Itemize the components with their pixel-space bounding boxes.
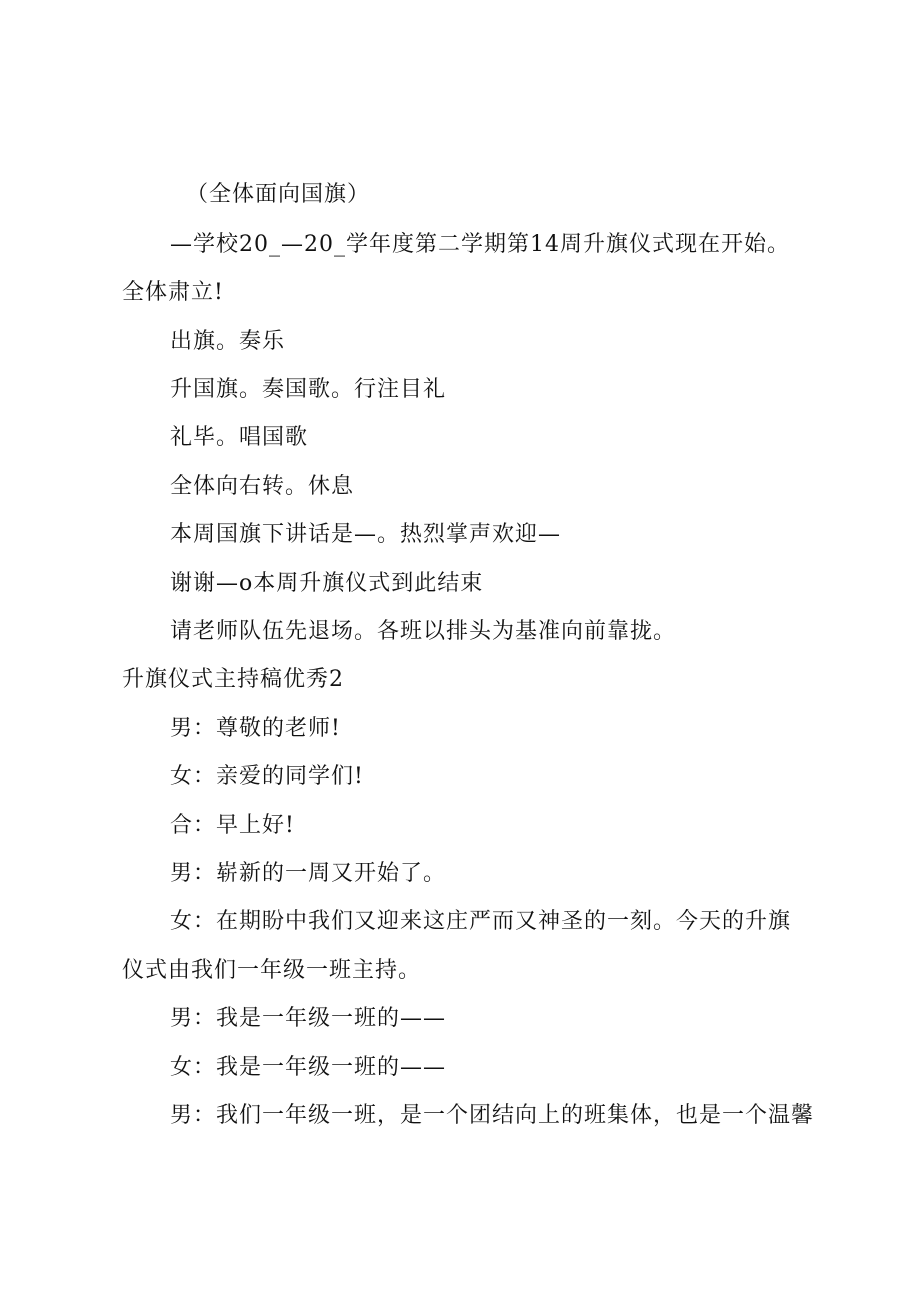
text-line-thanks: 谢谢—o本周升旗仪式到此结束 [170, 571, 484, 596]
dialogue-line: 男：我们一年级一班，是一个团结向上的班集体，也是一个温馨 [170, 1103, 815, 1128]
text-line-stand: 全体肃立! [122, 280, 224, 305]
dialogue-line: 女：在期盼中我们又迎来这庄严而又神圣的一刻。今天的升旗 [170, 909, 792, 934]
dialogue-line-continued: 仪式由我们一年级一班主持。 [122, 958, 422, 983]
text-line-raise-flag: 升国旗。奏国歌。行注目礼 [170, 377, 447, 402]
dialogue-line: 男：我是一年级一班的—— [170, 1006, 447, 1031]
text-line-ceremony-start: —学校20_—20_学年度第二学期第14周升旗仪式现在开始。 [170, 232, 790, 257]
text-line-flag-out: 出旗。奏乐 [170, 329, 286, 354]
dialogue-line: 合：早上好! [170, 813, 295, 838]
text-line-stage-direction: （全体面向国旗） [186, 182, 371, 207]
dialogue-line: 女：亲爱的同学们! [170, 764, 364, 789]
dialogue-line: 女：我是一年级一班的—— [170, 1055, 447, 1080]
text-line-dismiss: 请老师队伍先退场。各班以排头为基准向前靠拢。 [170, 619, 677, 644]
text-line-turn-right: 全体向右转。休息 [170, 474, 355, 499]
section-heading: 升旗仪式主持稿优秀2 [122, 667, 344, 692]
text-line-speech: 本周国旗下讲话是—。热烈掌声欢迎— [170, 522, 562, 547]
dialogue-line: 男：尊敬的老师! [170, 716, 341, 741]
text-line-sing-anthem: 礼毕。唱国歌 [170, 425, 309, 450]
dialogue-line: 男：崭新的一周又开始了。 [170, 861, 447, 886]
